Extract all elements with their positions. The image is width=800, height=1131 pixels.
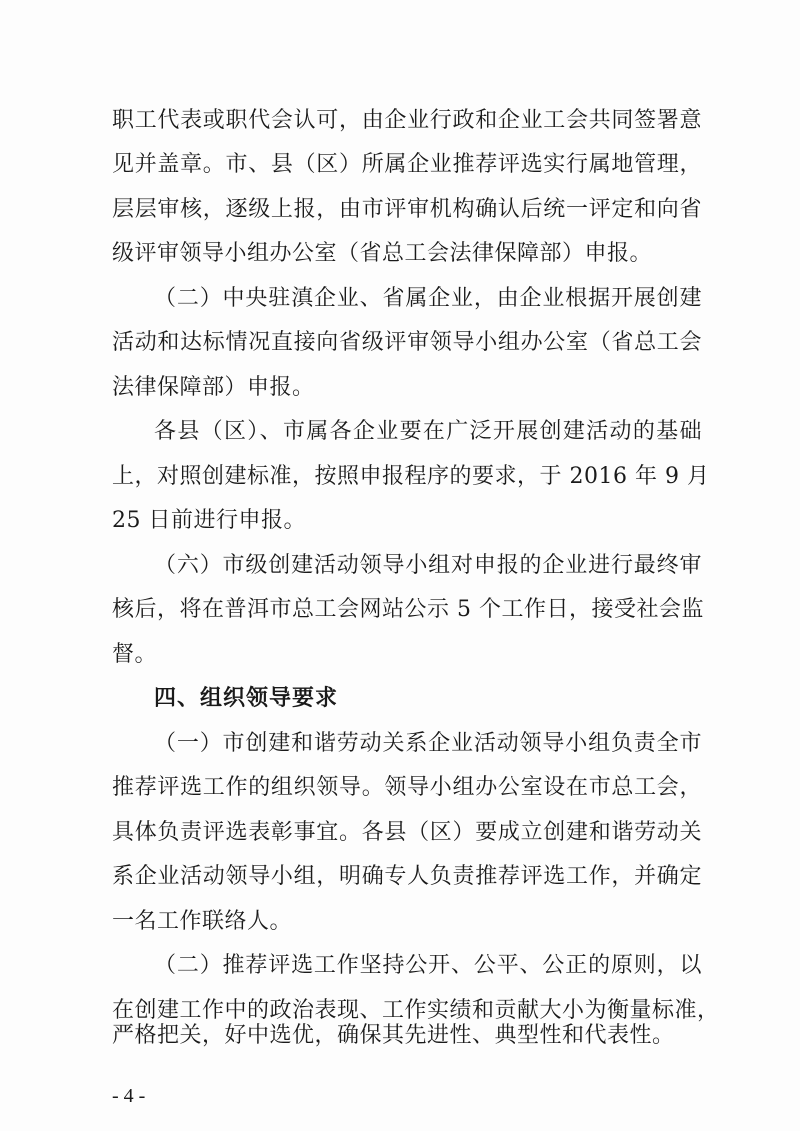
paragraph-2-line-2: 活动和达标情况直接向省级评审领导小组办公室（省总工会 [112, 330, 702, 355]
paragraph-4-line-2: 核后，将在普洱市总工会网站公示 5 个工作日，接受社会监 [112, 597, 704, 622]
paragraph-1-line-2: 见并盖章。市、县（区）所属企业推荐评选实行属地管理， [112, 152, 702, 177]
paragraph-1-line-4: 级评审领导小组办公室（省总工会法律保障部）申报。 [112, 241, 653, 266]
paragraph-3-line-1: 各县（区）、市属各企业要在广泛开展创建活动的基础 [154, 419, 702, 444]
section-heading: 四、组织领导要求 [154, 686, 339, 711]
section-paragraph-1-line-2: 推荐评选工作的组织领导。领导小组办公室设在市总工会， [112, 775, 702, 800]
paragraph-2-line-1: （二）中央驻滇企业、省属企业，由企业根据开展创建 [154, 286, 702, 311]
page-number: - 4 - [112, 1085, 146, 1107]
section-paragraph-1-line-3: 具体负责评选表彰事宜。各县（区）要成立创建和谐劳动关 [112, 820, 702, 845]
section-paragraph-1-line-5: 一名工作联络人。 [112, 909, 293, 934]
paragraph-3-line-2: 上，对照创建标准，按照申报程序的要求，于 2016 年 9 月 [112, 464, 710, 489]
paragraph-3-line-3: 25 日前进行申报。 [112, 508, 306, 533]
section-paragraph-1-line-4: 系企业活动领导小组，明确专人负责推荐评选工作，并确定 [112, 864, 702, 889]
paragraph-4-line-1: （六）市级创建活动领导小组对申报的企业进行最终审 [154, 553, 702, 578]
section-paragraph-2-line-1: （二）推荐评选工作坚持公开、公平、公正的原则，以 [154, 953, 702, 978]
paragraph-4-line-3: 督。 [112, 642, 158, 667]
paragraph-1-line-1: 职工代表或职代会认可，由企业行政和企业工会共同签署意 [112, 108, 702, 133]
section-paragraph-2-line-3: 严格把关，好中选优，确保其先进性、典型性和代表性。 [112, 1023, 675, 1048]
paragraph-1-line-3: 层层审核，逐级上报，由市评审机构确认后统一评定和向省 [112, 197, 702, 222]
section-paragraph-1-line-1: （一）市创建和谐劳动关系企业活动领导小组负责全市 [154, 731, 702, 756]
section-paragraph-2-line-2: 在创建工作中的政治表现、工作实绩和贡献大小为衡量标准， [112, 998, 720, 1023]
paragraph-2-line-3: 法律保障部）申报。 [112, 375, 315, 400]
